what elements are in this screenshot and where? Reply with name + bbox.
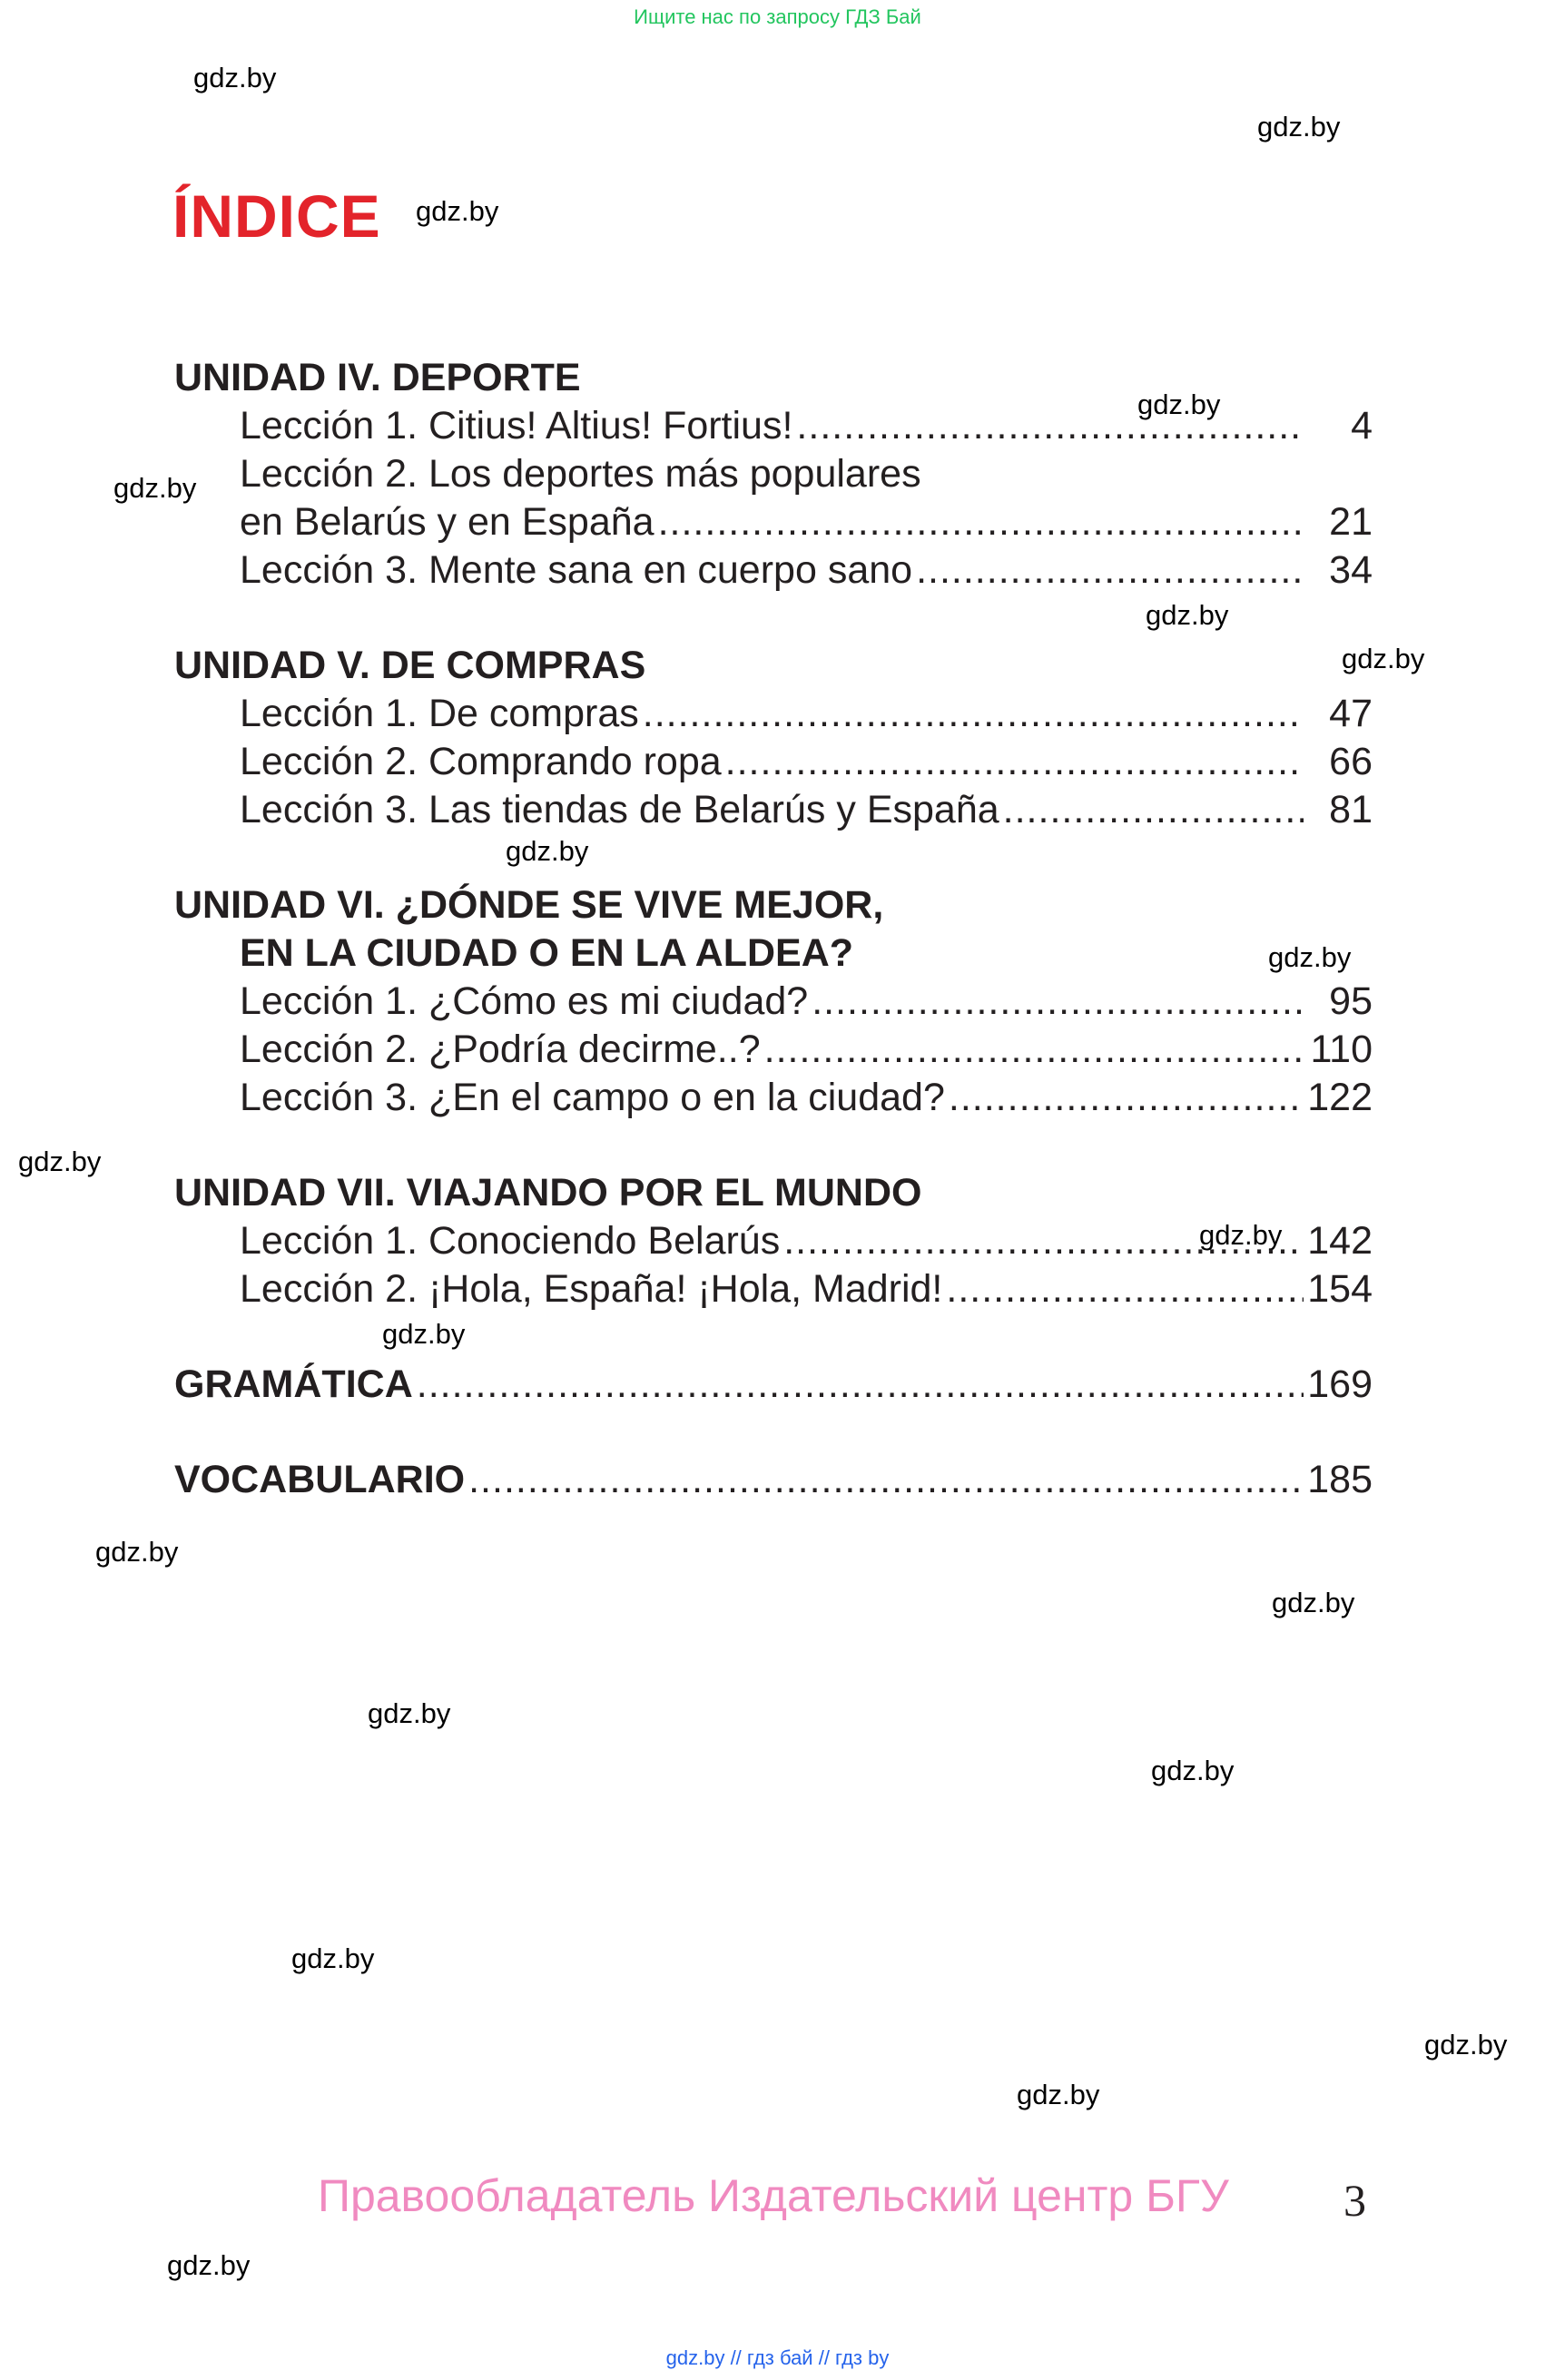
dot-leader [783, 1217, 1304, 1265]
watermark: gdz.by [113, 472, 197, 504]
toc-entry[interactable] [174, 1026, 1373, 1074]
dot-leader [643, 690, 1304, 738]
page-number-footer: 3 [1343, 2175, 1366, 2226]
page-number: 81 [1329, 788, 1373, 831]
dot-leader [468, 1456, 1304, 1504]
dot-leader [725, 738, 1304, 786]
watermark: gdz.by [1257, 111, 1341, 143]
watermark: gdz.by [1424, 2029, 1508, 2060]
dot-leader [764, 1026, 1304, 1074]
lesson-title: Lección 3. Las tiendas de Belarús y España [240, 788, 999, 831]
dot-leader [1003, 786, 1304, 834]
toc-entry[interactable] [174, 786, 1373, 834]
watermark: gdz.by [1137, 388, 1221, 420]
page-number: 95 [1329, 979, 1373, 1023]
unit-heading: UNIDAD V. DE COMPRAS [174, 644, 646, 687]
watermark: gdz.by [167, 2249, 251, 2281]
lesson-title: Lección 1. Conociendo Belarús [240, 1219, 781, 1263]
watermark: gdz.by [1342, 643, 1425, 674]
page-number: 66 [1329, 740, 1373, 783]
dot-leader [916, 546, 1304, 595]
watermark: gdz.by [1017, 2079, 1100, 2110]
page-number: 4 [1351, 404, 1373, 447]
lesson-title: Lección 3. Mente sana en cuerpo sano [240, 548, 913, 592]
dot-leader [658, 498, 1304, 546]
dot-leader [946, 1265, 1304, 1313]
watermark: gdz.by [291, 1942, 375, 1974]
lesson-title: Lección 1. ¿Cómo es mi ciudad? [240, 979, 809, 1023]
unit-heading: UNIDAD IV. DEPORTE [174, 356, 581, 399]
toc-entry[interactable] [174, 978, 1373, 1026]
watermark: gdz.by [193, 62, 277, 93]
page-number: 142 [1307, 1219, 1373, 1263]
watermark: gdz.by [1151, 1755, 1235, 1786]
dot-leader [796, 402, 1304, 450]
lesson-title[interactable]: Lección 2. Los deportes más populares [240, 452, 921, 496]
rights-holder-notice: Правообладатель Издательский центр БГУ [318, 2170, 1229, 2221]
watermark: gdz.by [18, 1146, 102, 1177]
table-of-contents [174, 354, 1373, 1504]
page-number: 110 [1310, 1028, 1373, 1071]
section-title: VOCABULARIO [174, 1458, 466, 1501]
unit-heading-continued: EN LA CIUDAD O EN LA ALDEA? [240, 931, 854, 975]
watermark: gdz.by [416, 195, 499, 227]
page-number: 122 [1307, 1076, 1373, 1119]
watermark: gdz.by [382, 1318, 466, 1350]
unit-heading: UNIDAD VI. ¿DÓNDE SE VIVE MEJOR, [174, 883, 884, 927]
watermark: gdz.by [506, 835, 589, 867]
page-number: 169 [1307, 1362, 1373, 1406]
lesson-title: Lección 1. Citius! Altius! Fortius! [240, 404, 793, 447]
toc-entry[interactable] [174, 1074, 1373, 1122]
unit-heading: UNIDAD VII. VIAJANDO POR EL MUNDO [174, 1171, 922, 1215]
watermark: gdz.by [1146, 599, 1229, 631]
lesson-title: Lección 1. De compras [240, 692, 639, 735]
page-number: 185 [1307, 1458, 1373, 1501]
page-number: 47 [1329, 692, 1373, 735]
lesson-title: Lección 2. ¿Podría decirme..? [240, 1028, 761, 1071]
dot-leader [949, 1074, 1304, 1122]
toc-entry-vocabulary[interactable] [174, 1456, 1373, 1504]
watermark: gdz.by [1272, 1587, 1355, 1618]
lesson-title: en Belarús y en España [240, 500, 654, 544]
top-banner[interactable]: Ищите нас по запросу ГДЗ Бай [634, 5, 921, 28]
toc-entry[interactable] [174, 1265, 1373, 1313]
watermark: gdz.by [1199, 1219, 1283, 1251]
toc-entry[interactable] [174, 690, 1373, 738]
lesson-title: Lección 2. ¡Hola, España! ¡Hola, Madrid! [240, 1267, 943, 1311]
watermark: gdz.by [1268, 941, 1352, 973]
lesson-title: Lección 3. ¿En el campo o en la ciudad? [240, 1076, 945, 1119]
watermark: gdz.by [368, 1697, 451, 1729]
bottom-links[interactable]: gdz.by // гдз бай // гдз by [665, 2346, 890, 2369]
toc-entry[interactable] [174, 402, 1373, 450]
section-title: GRAMÁTICA [174, 1362, 413, 1406]
toc-entry-grammar[interactable] [174, 1361, 1373, 1409]
watermark: gdz.by [95, 1536, 179, 1568]
dot-leader [417, 1361, 1304, 1409]
page-title: ÍNDICE [172, 182, 381, 250]
dot-leader [812, 978, 1304, 1026]
toc-entry[interactable] [174, 1217, 1373, 1265]
page-number: 21 [1329, 500, 1373, 544]
toc-entry[interactable] [174, 498, 1373, 546]
toc-entry[interactable] [174, 738, 1373, 786]
toc-entry[interactable] [174, 546, 1373, 595]
page-number: 154 [1307, 1267, 1373, 1311]
page-number: 34 [1329, 548, 1373, 592]
lesson-title: Lección 2. Comprando ropa [240, 740, 722, 783]
